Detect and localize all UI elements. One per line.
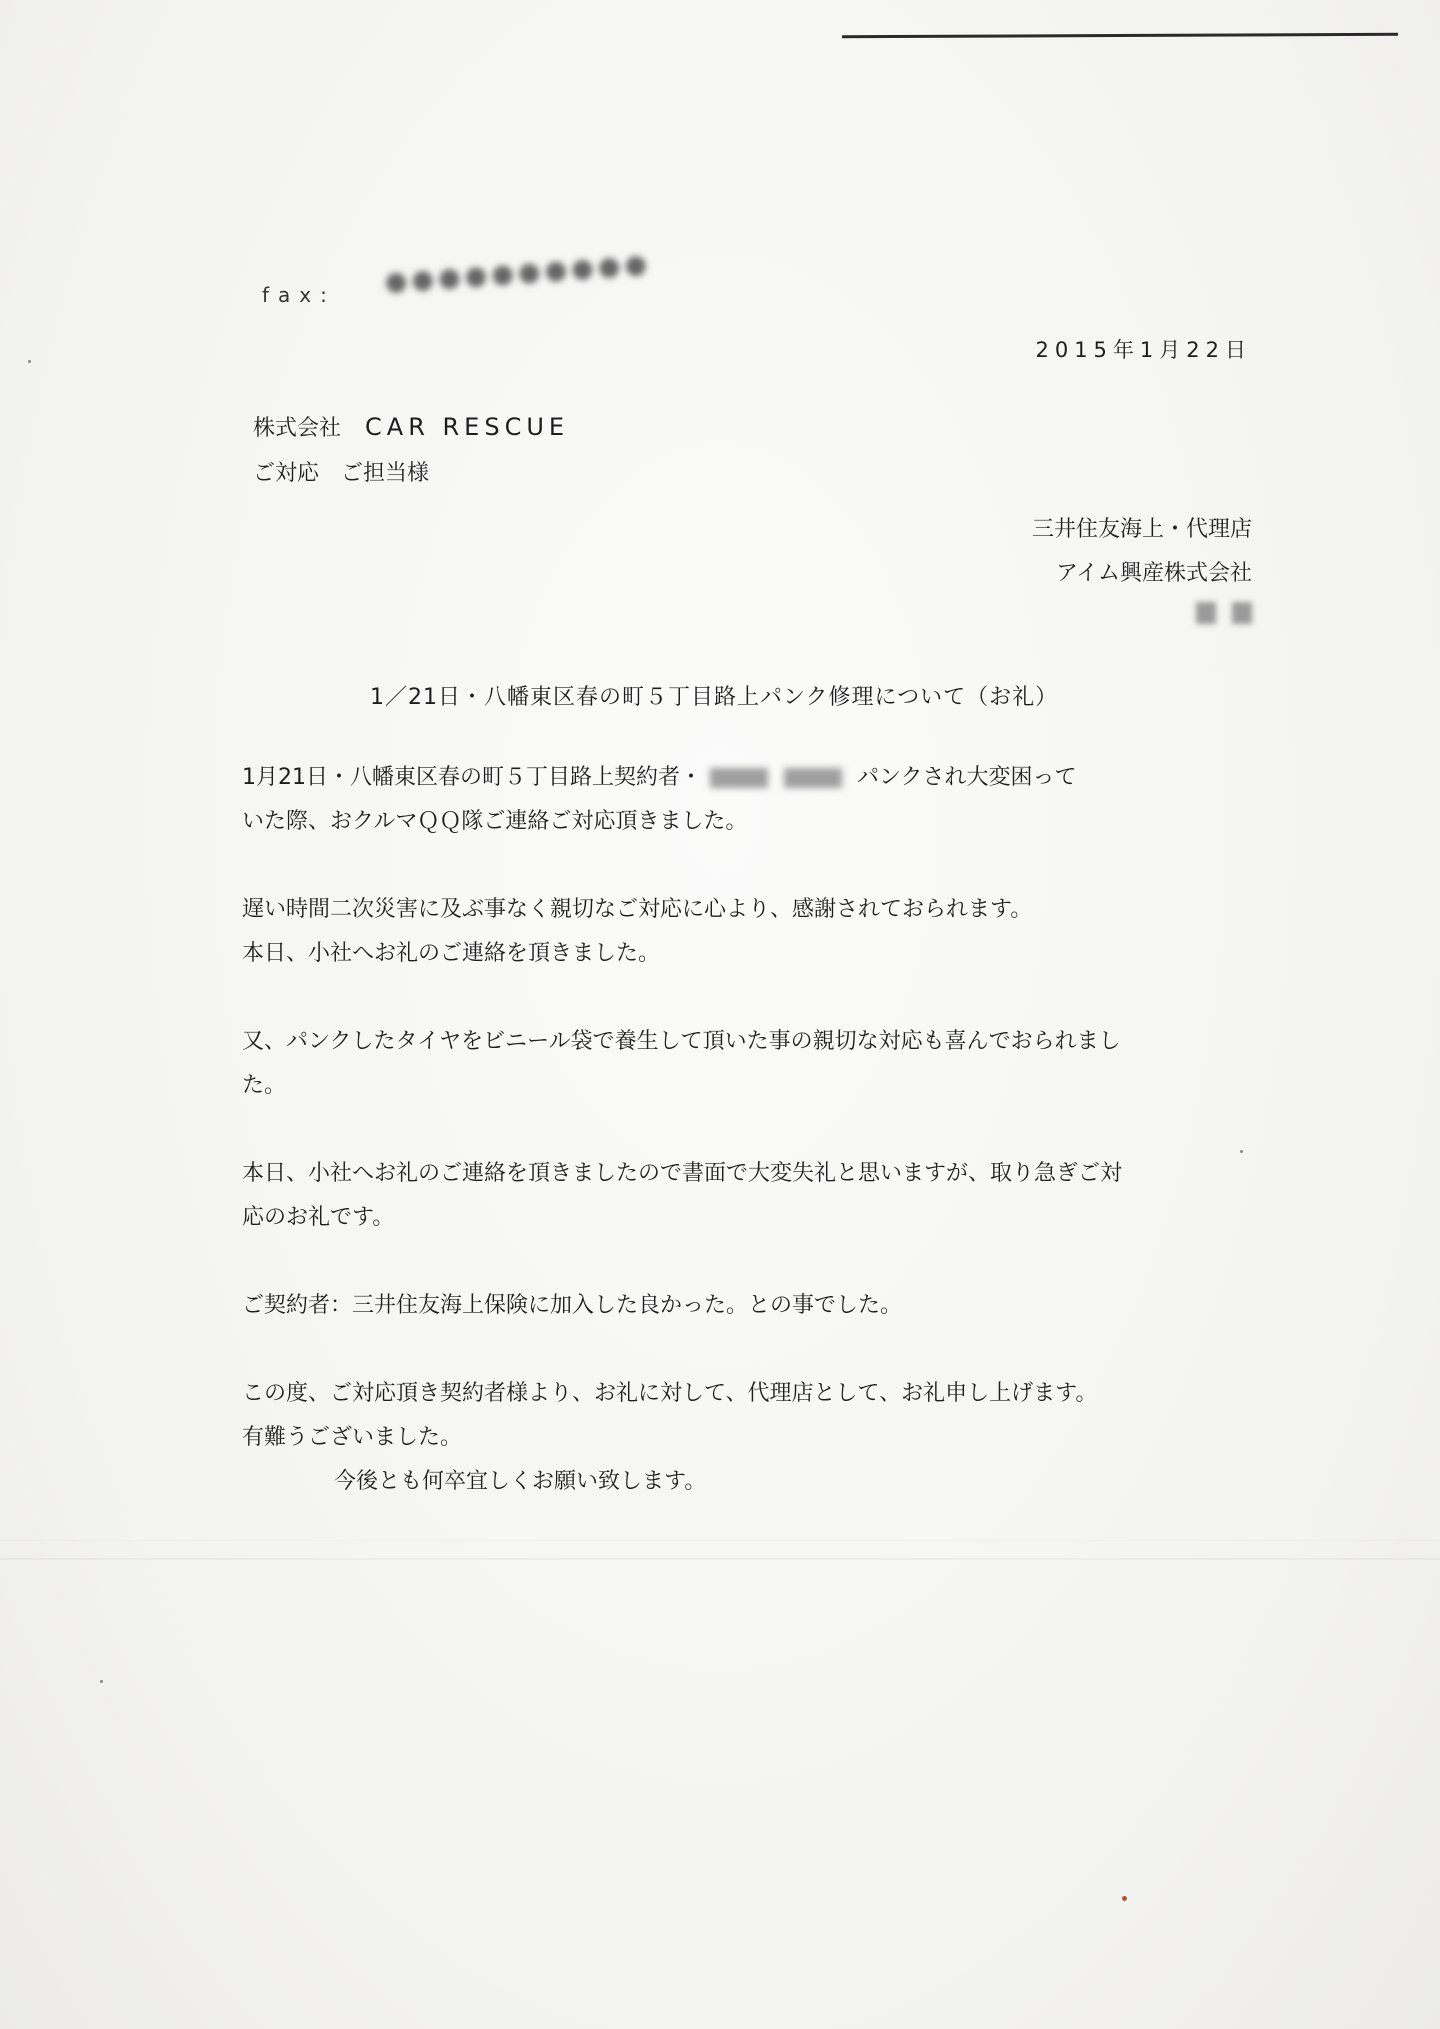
body-text: 応のお礼です。 (242, 1205, 395, 1230)
fax-row (262, 248, 653, 310)
speck (100, 1680, 103, 1683)
body-text: この度、ご対応頂き契約者様より、お礼に対して、代理店として、お礼申し上げます。 (242, 1381, 1098, 1406)
recipient-company-name: CAR RESCUE (365, 413, 570, 441)
closing-line: 今後とも何卒宜しくお願い致します。 (334, 1469, 707, 1494)
speck (1122, 1896, 1127, 1901)
body-text: ご契約者：三井住友海上保険に加入した良かった。との事でした。 (242, 1293, 903, 1318)
body-paragraph-4 (242, 1152, 1252, 1240)
body-paragraph-2 (242, 888, 1252, 976)
body-text: パンクされ大変困って (857, 765, 1077, 790)
sender-name-redacted (1196, 602, 1252, 624)
letter-date: 2015年1月22日 (1035, 338, 1252, 362)
recipient-company (253, 411, 569, 442)
body-text: 本日、小社へお礼のご連絡を頂きましたので書面で大変失礼と思いますが、取り急ぎご対 (242, 1161, 1123, 1186)
sender-block (1032, 508, 1252, 640)
body-text: 本日、小社へお礼のご連絡を頂きました。 (242, 941, 661, 966)
top-rule (842, 33, 1398, 38)
speck (28, 360, 31, 363)
body-text: た。 (242, 1073, 287, 1098)
body-paragraph-3 (242, 1020, 1252, 1108)
subject-line: 1／21日・八幡東区春の町５丁目路上パンク修理について（お礼） (370, 685, 1059, 710)
contractor-name-redacted (710, 768, 768, 788)
contractor-name-redacted (784, 768, 842, 788)
paper-crease (0, 1558, 1440, 1560)
body-paragraph-1 (242, 756, 1252, 844)
body-text: いた際、おクルマＱＱ隊ご連絡ご対応頂きました。 (242, 809, 748, 834)
fax-number-redacted: ●●●●●●●●●● (383, 248, 652, 298)
sender-line-2: アイム興産株式会社 (1055, 561, 1252, 586)
recipient-person: ご対応 ご担当様 (253, 461, 430, 486)
fax-label: fax: (262, 283, 336, 307)
recipient-company-prefix: 株式会社 (253, 416, 342, 441)
body-paragraph-6 (242, 1372, 1252, 1504)
body-paragraph-5 (242, 1284, 1252, 1328)
body-text: 有難うございました。 (242, 1425, 463, 1450)
body-text: 又、パンクしたタイヤをビニール袋で養生して頂いた事の親切な対応も喜んでおられまし (242, 1029, 1121, 1054)
body-text: 遅い時間二次災害に及ぶ事なく親切なご対応に心より、感謝されておられます。 (242, 897, 1033, 922)
sender-line-1: 三井住友海上・代理店 (1031, 517, 1252, 542)
body-text: 1月21日・八幡東区春の町５丁目路上契約者・ (242, 765, 702, 790)
letter-body (242, 756, 1252, 1548)
